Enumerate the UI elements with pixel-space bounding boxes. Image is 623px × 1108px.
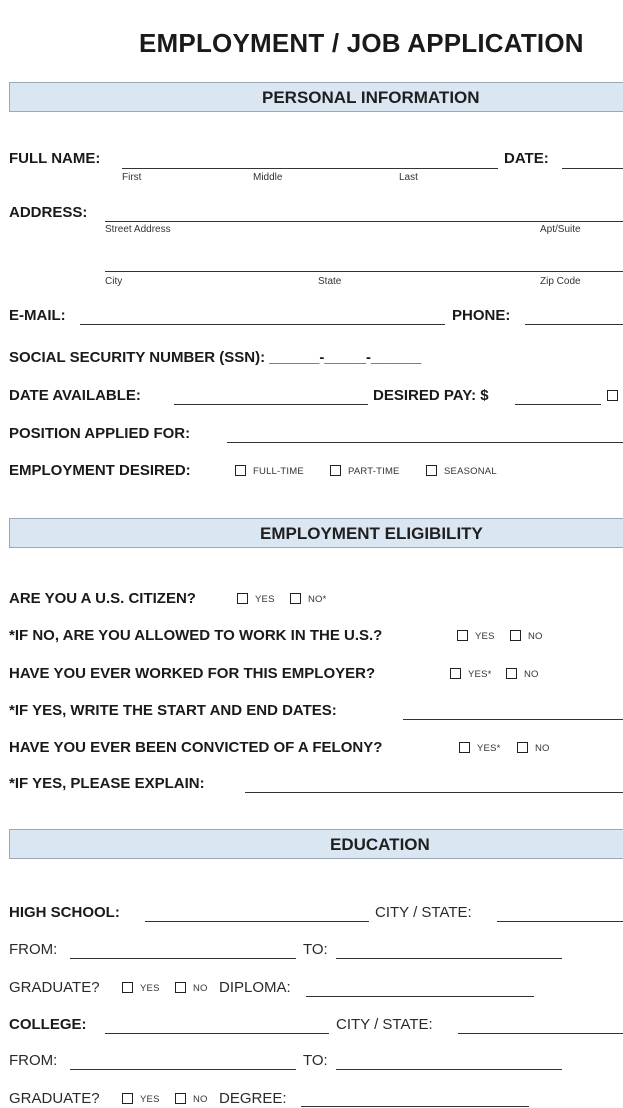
diploma-field[interactable] (306, 996, 534, 997)
college-city-state-label: CITY / STATE: (336, 1016, 433, 1033)
zip-sublabel: Zip Code (540, 276, 581, 287)
section-header-education (9, 829, 623, 859)
first-sublabel: First (122, 172, 142, 183)
date-field[interactable] (562, 168, 623, 169)
explain-field[interactable] (245, 792, 623, 793)
college-from-label: FROM: (9, 1052, 58, 1069)
college-to-field[interactable] (336, 1069, 562, 1070)
college-graduate-no-checkbox[interactable] (175, 1093, 186, 1104)
high-school-field[interactable] (145, 921, 369, 922)
felony-yes-label: YES* (477, 743, 501, 754)
high-school-to-label: TO: (303, 941, 328, 958)
high-school-from-field[interactable] (70, 958, 296, 959)
college-graduate-label: GRADUATE? (9, 1090, 100, 1107)
full-name-label: FULL NAME: (9, 150, 101, 167)
full-time-checkbox[interactable] (235, 465, 246, 476)
work-allowed-no-label: NO (528, 631, 543, 642)
felony-no-checkbox[interactable] (517, 742, 528, 753)
email-field[interactable] (80, 324, 445, 325)
section-title-personal: PERSONAL INFORMATION (262, 88, 480, 107)
seasonal-label: SEASONAL (444, 466, 497, 477)
section-header-personal (9, 82, 623, 112)
full-name-field[interactable] (122, 168, 498, 169)
city-state-zip-field[interactable] (105, 271, 623, 272)
worked-before-question: HAVE YOU EVER WORKED FOR THIS EMPLOYER? (9, 665, 376, 682)
pay-period-checkbox[interactable] (607, 390, 618, 401)
full-time-label: FULL-TIME (253, 466, 304, 477)
citizen-no-label: NO* (308, 594, 327, 605)
apt-sublabel: Apt/Suite (540, 224, 581, 235)
section-title-eligibility: EMPLOYMENT ELIGIBILITY (260, 524, 483, 543)
date-available-field[interactable] (174, 404, 368, 405)
high-school-graduate-no-checkbox[interactable] (175, 982, 186, 993)
section-title-education: EDUCATION (330, 835, 430, 854)
city-sublabel: City (105, 276, 123, 287)
street-sublabel: Street Address (105, 224, 171, 235)
part-time-label: PART-TIME (348, 466, 400, 477)
citizen-yes-label: YES (255, 594, 275, 605)
high-school-graduate-yes-checkbox[interactable] (122, 982, 133, 993)
college-to-label: TO: (303, 1052, 328, 1069)
college-city-state-field[interactable] (458, 1033, 623, 1034)
high-school-city-state-field[interactable] (497, 921, 623, 922)
college-from-field[interactable] (70, 1069, 296, 1070)
work-allowed-yes-label: YES (475, 631, 495, 642)
citizen-no-checkbox[interactable] (290, 593, 301, 604)
position-label: POSITION APPLIED FOR: (9, 425, 191, 442)
position-field[interactable] (227, 442, 623, 443)
worked-before-yes-checkbox[interactable] (450, 668, 461, 679)
college-yes-label: YES (140, 1094, 160, 1105)
phone-label: PHONE: (452, 307, 511, 324)
high-school-to-field[interactable] (336, 958, 562, 959)
start-end-dates-label: *IF YES, WRITE THE START AND END DATES: (9, 702, 337, 719)
worked-before-yes-label: YES* (468, 669, 492, 680)
citizen-question: ARE YOU A U.S. CITIZEN? (9, 590, 196, 607)
degree-label: DEGREE: (219, 1090, 287, 1107)
ssn-label: SOCIAL SECURITY NUMBER (SSN): ______-_____-______ (9, 349, 422, 366)
street-address-field[interactable] (105, 221, 623, 222)
work-allowed-no-checkbox[interactable] (510, 630, 521, 641)
phone-field[interactable] (525, 324, 623, 325)
seasonal-checkbox[interactable] (426, 465, 437, 476)
high-school-city-state-label: CITY / STATE: (375, 904, 472, 921)
part-time-checkbox[interactable] (330, 465, 341, 476)
college-label: COLLEGE: (9, 1016, 87, 1033)
desired-pay-label: DESIRED PAY: $ (373, 387, 489, 404)
citizen-yes-checkbox[interactable] (237, 593, 248, 604)
email-label: E-MAIL: (9, 307, 66, 324)
high-school-no-label: NO (193, 983, 208, 994)
high-school-yes-label: YES (140, 983, 160, 994)
desired-pay-field[interactable] (515, 404, 601, 405)
diploma-label: DIPLOMA: (219, 979, 291, 996)
work-allowed-yes-checkbox[interactable] (457, 630, 468, 641)
start-end-dates-field[interactable] (403, 719, 623, 720)
high-school-from-label: FROM: (9, 941, 58, 958)
work-allowed-question: *IF NO, ARE YOU ALLOWED TO WORK IN THE U.S.? (9, 627, 383, 644)
address-label: ADDRESS: (9, 204, 88, 221)
explain-label: *IF YES, PLEASE EXPLAIN: (9, 775, 205, 792)
state-sublabel: State (318, 276, 342, 287)
section-header-eligibility (9, 518, 623, 548)
worked-before-no-checkbox[interactable] (506, 668, 517, 679)
degree-field[interactable] (301, 1106, 529, 1107)
felony-question: HAVE YOU EVER BEEN CONVICTED OF A FELONY? (9, 739, 383, 756)
high-school-label: HIGH SCHOOL: (9, 904, 120, 921)
employment-desired-label: EMPLOYMENT DESIRED: (9, 462, 191, 479)
felony-yes-checkbox[interactable] (459, 742, 470, 753)
middle-sublabel: Middle (253, 172, 283, 183)
college-graduate-yes-checkbox[interactable] (122, 1093, 133, 1104)
date-label: DATE: (504, 150, 549, 167)
college-no-label: NO (193, 1094, 208, 1105)
college-field[interactable] (105, 1033, 329, 1034)
page-title: EMPLOYMENT / JOB APPLICATION (139, 28, 584, 58)
date-available-label: DATE AVAILABLE: (9, 387, 141, 404)
worked-before-no-label: NO (524, 669, 539, 680)
felony-no-label: NO (535, 743, 550, 754)
last-sublabel: Last (399, 172, 418, 183)
high-school-graduate-label: GRADUATE? (9, 979, 100, 996)
